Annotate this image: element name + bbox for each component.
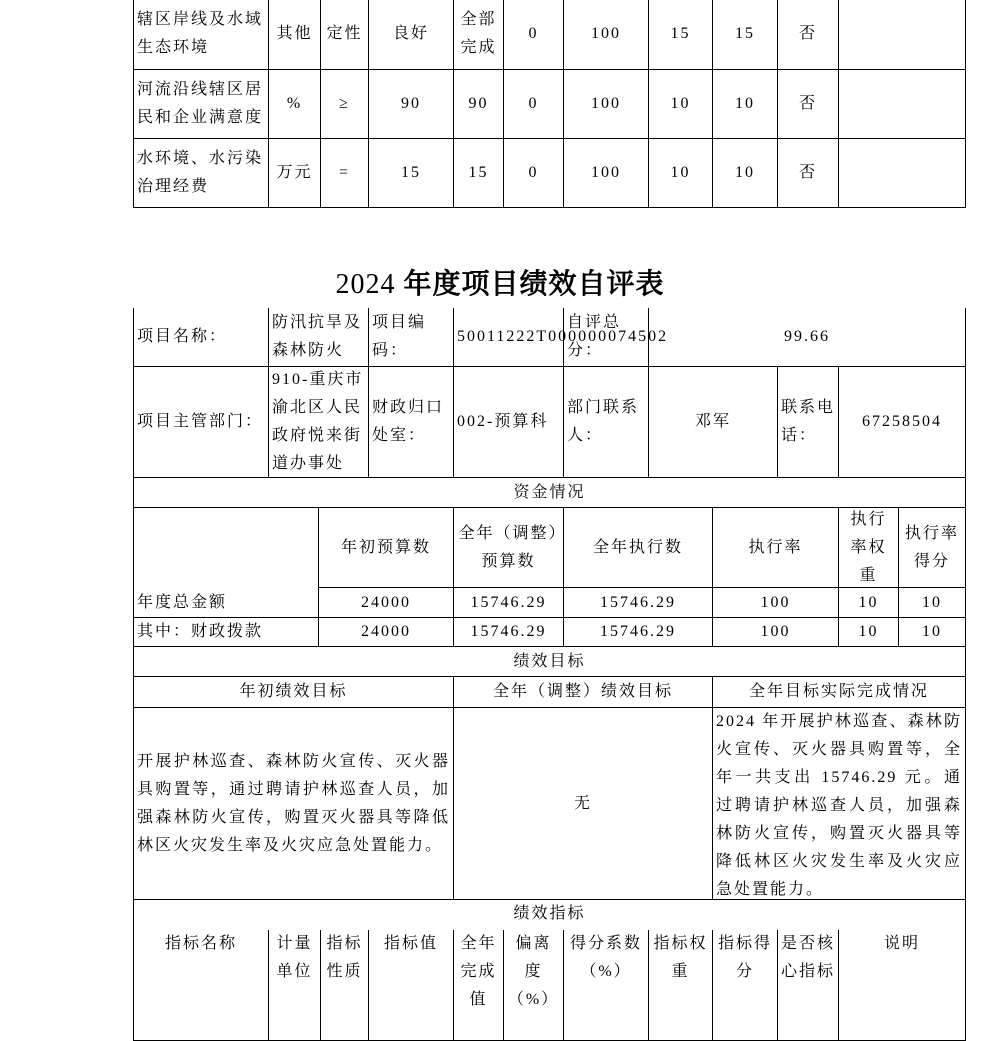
project-code-label (368, 308, 454, 367)
funding-header (563, 507, 713, 588)
funding-value (712, 587, 839, 618)
cell-text: 全年（调整）绩效目标 (492, 683, 673, 700)
funding-section-title (133, 477, 966, 508)
indicator-score (712, 138, 778, 208)
cell-text: 10 (922, 623, 942, 640)
phone-label (777, 366, 839, 478)
cell-text: 是否核心指标 (781, 935, 836, 980)
cell-text: 辖区岸线及水域生态环境 (137, 11, 264, 56)
funding-value (453, 617, 564, 647)
funding-row-label (133, 507, 319, 618)
cell-text: 联系电话： (781, 399, 836, 444)
goal-initial (133, 707, 454, 900)
cell-text: 0 (528, 25, 539, 42)
cell-text: 防汛抗旱及森林防火 (272, 314, 363, 359)
cell-text: 执行率权重 (850, 510, 887, 584)
cell-text: 指标性质 (326, 935, 363, 980)
indicator-coef (563, 138, 649, 208)
indicator-deviation (503, 0, 564, 70)
cell-text: 15 (468, 164, 489, 181)
indicator-header (320, 930, 369, 1041)
indicator-header (712, 930, 778, 1041)
cell-text: 0 (528, 164, 539, 181)
indicator-header (268, 930, 321, 1041)
self-score-label (563, 308, 649, 367)
indicator-header (133, 930, 269, 1041)
funding-header (453, 507, 564, 588)
indicator-header (838, 930, 966, 1041)
indicator-value (368, 69, 454, 139)
indicator-header (563, 930, 649, 1041)
funding-value (318, 587, 454, 618)
indicator-core (777, 138, 839, 208)
contact-label (563, 366, 649, 478)
indicator-coef (563, 69, 649, 139)
cell-text: 资金情况 (513, 483, 586, 501)
indicator-nature (320, 0, 369, 70)
indicator-header (453, 930, 504, 1041)
cell-text: 15746.29 (470, 593, 547, 611)
cell-text: 无 (573, 794, 592, 812)
cell-text: 100 (591, 164, 621, 181)
goal-adjusted (453, 707, 713, 900)
project-name (268, 308, 369, 367)
indicator-nature (320, 138, 369, 208)
indicator-note (838, 69, 966, 139)
funding-value (838, 617, 899, 647)
cell-text: 项目名称： (137, 328, 228, 345)
cell-text: 15746.29 (600, 593, 676, 611)
cell-text: 24000 (361, 593, 411, 611)
funding-value (898, 587, 966, 618)
indicator-score (712, 69, 778, 139)
indicator-unit (268, 138, 321, 208)
cell-text: 否 (798, 25, 817, 42)
cell-text: 自评总分： (567, 314, 622, 359)
indicator-coef (563, 0, 649, 70)
indicator-name (133, 138, 269, 208)
cell-text: 其他 (276, 25, 313, 42)
dept (268, 366, 369, 478)
funding-header (838, 507, 899, 588)
indicator-value (368, 138, 454, 208)
indicator-name (133, 0, 269, 70)
finance-label (368, 366, 454, 478)
cell-text: 河流沿线辖区居民和企业满意度 (137, 81, 264, 126)
cell-text: 偏离度（%） (507, 935, 560, 1008)
indicator-deviation (503, 69, 564, 139)
indicator-weight (648, 0, 713, 70)
cell-text: 说明 (883, 935, 920, 952)
goal-actual (712, 707, 966, 900)
funding-row-label (133, 617, 319, 647)
indicator-note (838, 138, 966, 208)
funding-header (712, 507, 839, 588)
cell-text: 100 (760, 593, 791, 611)
indicator-weight (648, 69, 713, 139)
indicator-value (368, 0, 454, 70)
cell-text: 50011222T000000074502 (457, 328, 669, 345)
cell-text: 全年完成值 (460, 935, 497, 1008)
cell-text: 90 (401, 95, 421, 112)
funding-value (453, 587, 564, 618)
funding-value (898, 617, 966, 647)
cell-text: 全年（调整）预算数 (458, 524, 559, 570)
cell-text: 10 (735, 164, 755, 181)
indicator-name (133, 69, 269, 139)
cell-text: 24000 (361, 623, 411, 640)
indicator-header (777, 930, 839, 1041)
cell-text: 邓军 (694, 413, 731, 430)
indicator-header (648, 930, 713, 1041)
funding-value (318, 617, 454, 647)
cell-text: 100 (760, 623, 791, 640)
cell-text: 15 (735, 25, 755, 42)
phone (838, 366, 966, 478)
goals-header (712, 676, 966, 708)
indicator-header (368, 930, 454, 1041)
cell-text: 10 (670, 95, 691, 112)
contact (648, 366, 778, 478)
cell-text: 指标权重 (653, 935, 708, 980)
cell-text: 项目主管部门： (137, 413, 264, 430)
cell-text: 910-重庆市渝北区人民政府悦来街道办事处 (272, 371, 364, 472)
cell-text: 绩效目标 (513, 652, 586, 670)
cell-text: 15746.29 (470, 623, 547, 640)
cell-text: 否 (798, 95, 817, 112)
cell-text: 良好 (392, 25, 429, 42)
cell-text: 指标值 (383, 935, 438, 952)
cell-text: 定性 (326, 25, 363, 42)
cell-text: 万元 (276, 164, 313, 181)
cell-text: 指标名称 (164, 935, 237, 952)
cell-text: 10 (858, 623, 879, 640)
indicator-note (838, 0, 966, 70)
cell-text: 10 (858, 593, 879, 611)
cell-text: 水环境、水污染治理经费 (137, 150, 264, 195)
cell-text: 10 (735, 95, 755, 112)
cell-text: 执行率得分 (904, 524, 959, 570)
cell-text: 100 (591, 95, 621, 112)
cell-text: 年初预算数 (340, 538, 431, 556)
cell-text: 15 (401, 164, 421, 181)
project-name-label (133, 308, 269, 367)
cell-text: 99.66 (784, 328, 830, 345)
indicator-weight (648, 138, 713, 208)
goals-section-title (133, 646, 966, 677)
indicator-core (777, 69, 839, 139)
cell-text: 0 (528, 95, 539, 112)
cell-text: 100 (591, 25, 621, 42)
indicator-completed (453, 0, 504, 70)
cell-text: 绩效指标 (513, 905, 586, 922)
cell-text: 15746.29 (600, 623, 676, 640)
cell-text: 002-预算科 (457, 413, 549, 430)
self-score (648, 308, 966, 367)
indicator-nature (320, 69, 369, 139)
cell-text: 财政归口处室： (372, 399, 445, 444)
cell-text: % (286, 95, 303, 112)
cell-text: 项目编码： (372, 314, 427, 359)
goals-header (453, 676, 713, 708)
page-title: 2024 年度项目绩效自评表 (335, 269, 665, 300)
cell-text: 否 (798, 164, 817, 181)
dept-label (133, 366, 269, 478)
cell-text: 2024 年开展护林巡查、森林防火宣传、灭火器具购置等，全年一共支出 15746.29 元。通过聘请护林巡查人员，加强森林防火宣传，购置灭火器具等降低林区火灾发生率及火灾应急处置能力。 (716, 713, 962, 898)
cell-text: 计量单位 (276, 935, 313, 980)
funding-value (563, 617, 713, 647)
cell-text: ≥ (339, 95, 350, 112)
cell-text: 年度总金额 (137, 594, 228, 611)
indicator-header (503, 930, 564, 1041)
cell-text: 全年执行数 (592, 538, 683, 556)
cell-text: 67258504 (862, 413, 942, 430)
cell-text: 其中：财政拨款 (137, 623, 264, 640)
funding-value (712, 617, 839, 647)
indicator-deviation (503, 138, 564, 208)
cell-text: 指标得分 (717, 935, 772, 980)
indicator-completed (453, 69, 504, 139)
finance (453, 366, 564, 478)
cell-text: 得分系数（%） (569, 935, 642, 980)
cell-text: = (338, 164, 351, 181)
indicator-unit (268, 0, 321, 70)
indicator-unit (268, 69, 321, 139)
funding-header (318, 507, 454, 588)
cell-text: 10 (922, 593, 942, 611)
indicator-completed (453, 138, 504, 208)
cell-text: 90 (468, 95, 489, 112)
cell-text: 15 (670, 25, 691, 42)
funding-value (563, 587, 713, 618)
cell-text: 开展护林巡查、森林防火宣传、灭火器具购置等，通过聘请护林巡查人员，加强森林防火宣传，购置灭火器具等降低林区火灾发生率及火灾应急处置能力。 (137, 752, 450, 854)
cell-text: 全年目标实际完成情况 (748, 683, 929, 700)
cell-text: 部门联系人： (567, 399, 640, 444)
funding-header (898, 507, 966, 588)
cell-text: 全部完成 (460, 11, 497, 56)
goals-header (133, 676, 454, 708)
funding-value (838, 587, 899, 618)
indicator-score (712, 0, 778, 70)
cell-text: 10 (670, 164, 691, 181)
cell-text: 执行率 (748, 538, 803, 556)
indicator-core (777, 0, 839, 70)
cell-text: 年初绩效目标 (239, 683, 348, 700)
